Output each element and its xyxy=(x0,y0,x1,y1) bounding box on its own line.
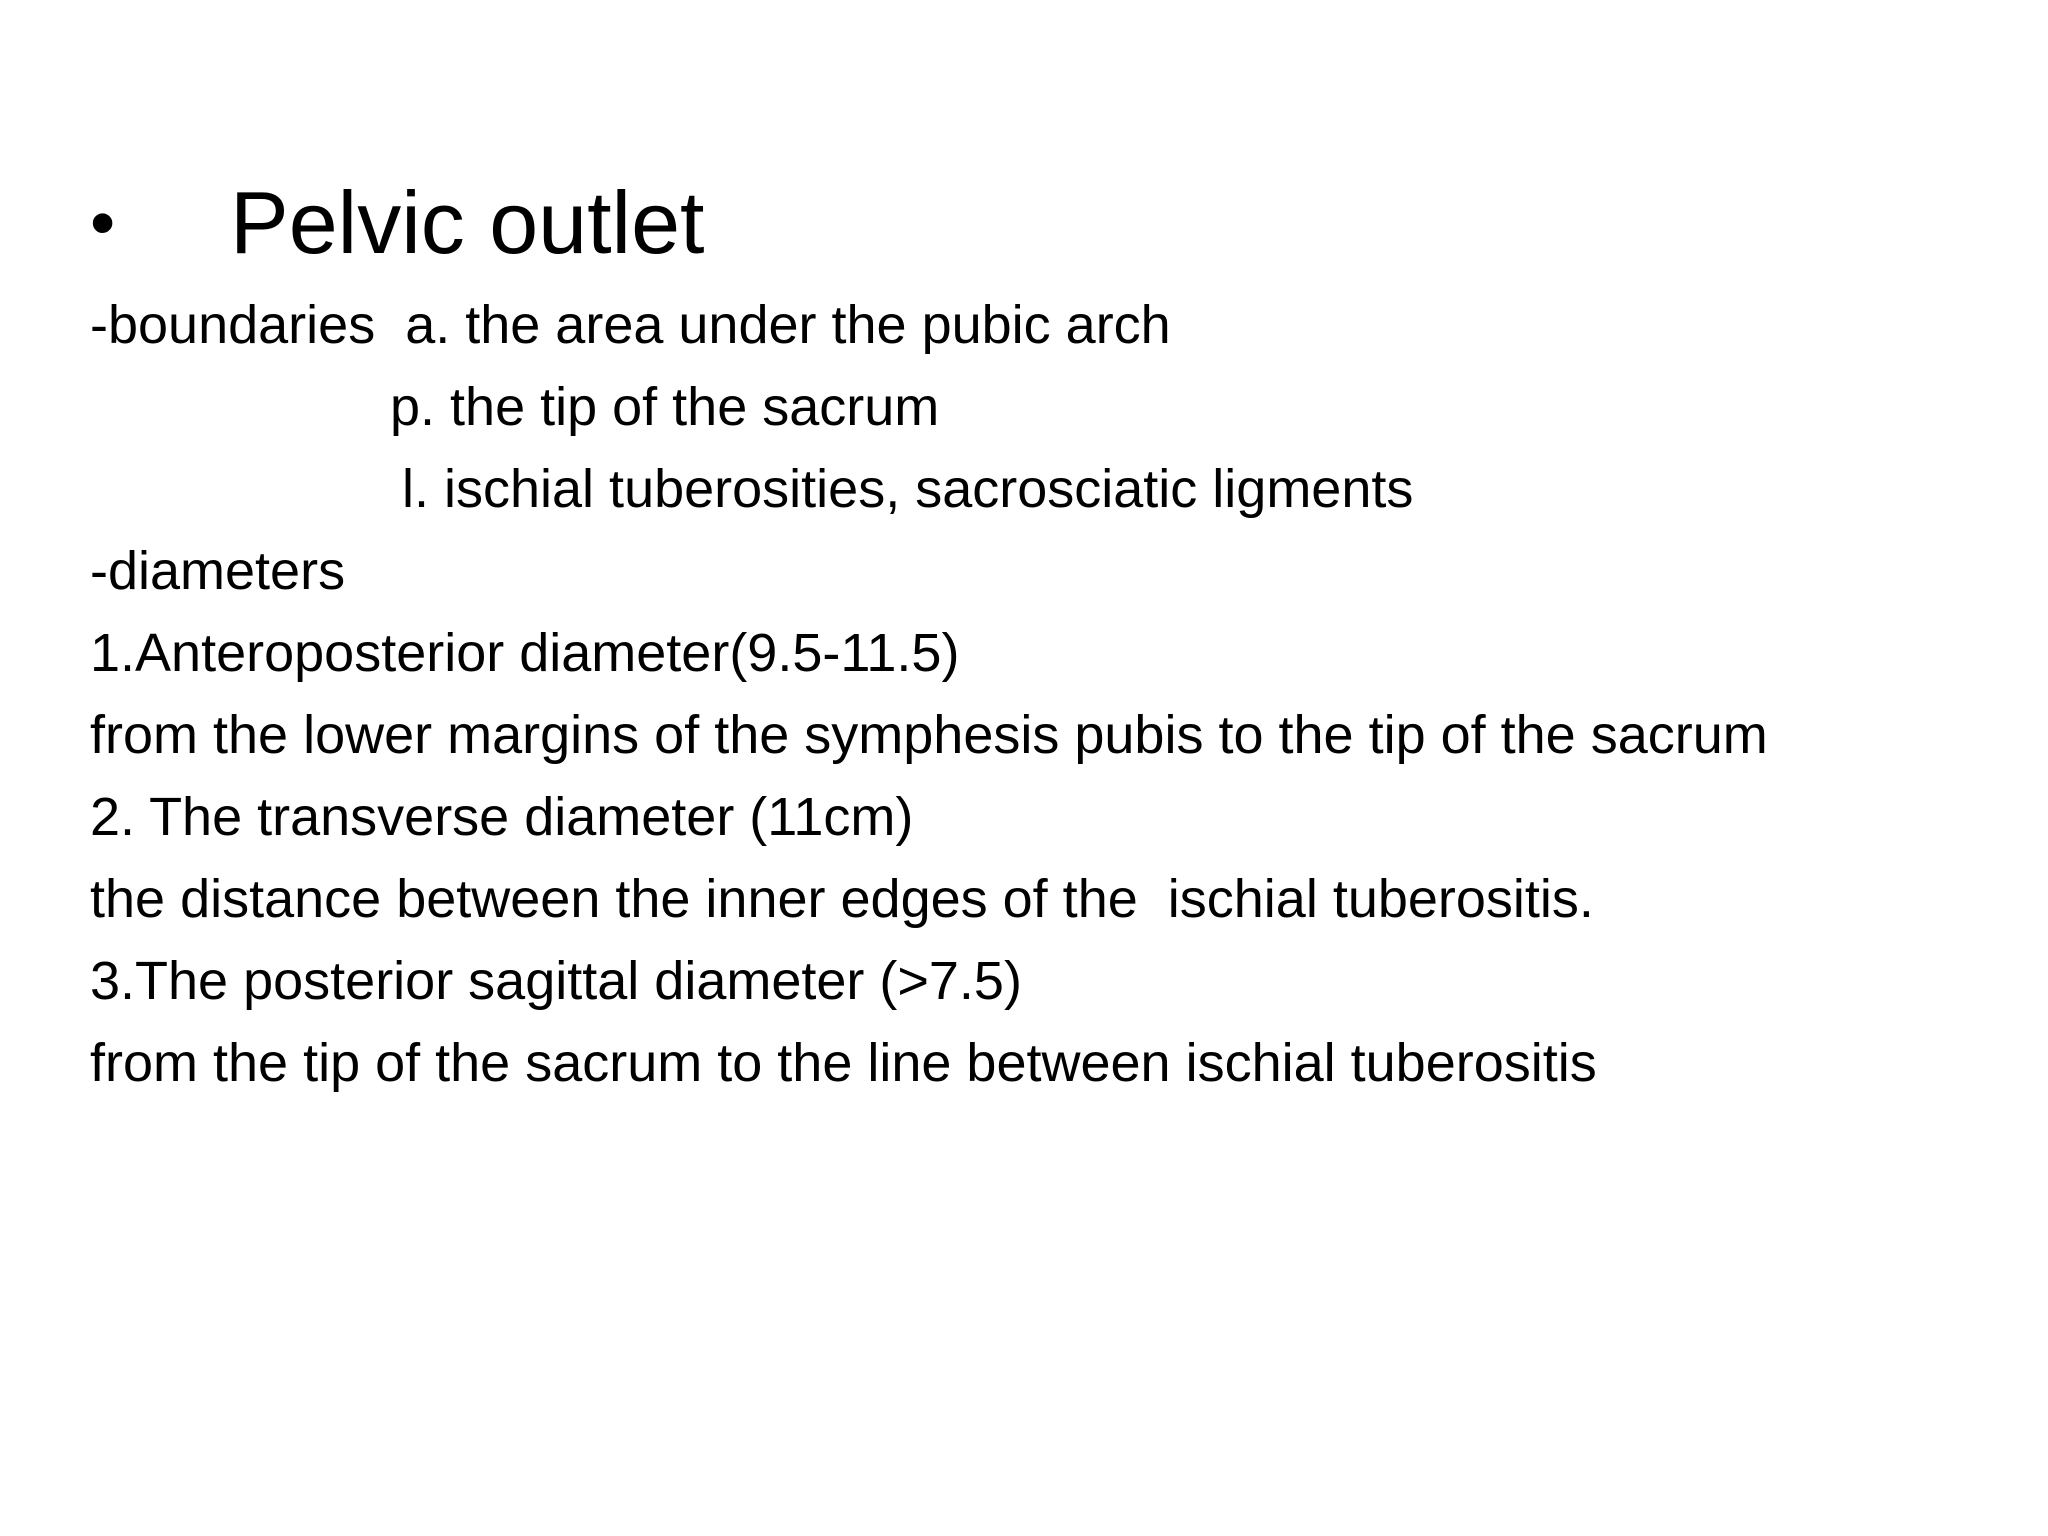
posterior-sagittal-diameter-description: from the tip of the sacrum to the line between ischial tuberositis xyxy=(90,1033,1597,1093)
diameters-heading: -diameters xyxy=(90,541,346,601)
title-bullet: • xyxy=(90,183,116,263)
boundaries-posterior-line: p. the tip of the sacrum xyxy=(390,377,940,437)
transverse-diameter-description: the distance between the inner edges of the ischial tuberositis. xyxy=(90,869,1594,929)
slide-title: Pelvic outlet xyxy=(230,173,705,272)
posterior-sagittal-diameter-heading: 3.The posterior sagittal diameter (>7.5) xyxy=(90,951,1022,1011)
boundaries-anterior-line: -boundaries a. the area under the pubic arch xyxy=(90,295,1171,355)
boundaries-lateral-line: l. ischial tuberosities, sacrosciatic ligments xyxy=(402,459,1414,519)
anteroposterior-diameter-description: from the lower margins of the symphesis pubis to the tip of the sacrum xyxy=(90,705,1768,765)
anteroposterior-diameter-heading: 1.Anteroposterior diameter(9.5-11.5) xyxy=(90,623,960,683)
slide-title-row xyxy=(90,168,704,278)
transverse-diameter-heading: 2. The transverse diameter (11cm) xyxy=(90,787,914,847)
